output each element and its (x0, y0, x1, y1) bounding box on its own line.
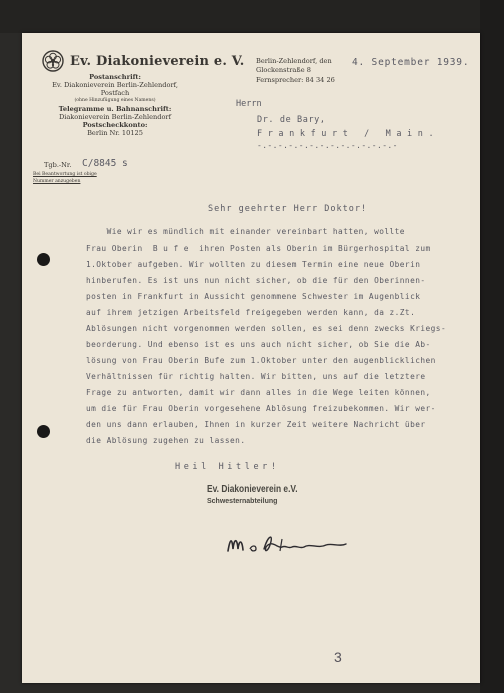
reference-note-2-text: Nummer anzugeben (33, 179, 81, 184)
post-label: Postanschrift: (89, 73, 141, 81)
post-note: (ohne Hinzufügung eines Namens) (74, 98, 156, 103)
body-line: beorderung. Und ebenso ist es uns auch nicht sicher, ob Sie die Ab- (86, 340, 431, 349)
body-line: auf ihrem jetzigen Arbeitsfeld freigegeben werden kann, da z.Zt. (86, 308, 416, 317)
body-line: Ablösungen nicht vorgenommen werden sollen, es sei denn zwecks Kriegs- (86, 324, 447, 333)
body-line: 1.Oktober aufgeben. Wir wollten zu diesem Termin eine neue Oberin (86, 260, 421, 269)
body-line: Frage zu antworten, damit wir dann alles in die Wege leiten können, (86, 388, 431, 397)
postal-block (40, 73, 190, 137)
scan-background-right (480, 0, 504, 693)
page-number: 3 (334, 649, 342, 665)
punch-hole-top (37, 253, 50, 266)
address-line-3: Fernsprecher: 84 34 26 (256, 76, 335, 84)
reference-note-1-text: Bei Beantwortung ist obige (33, 172, 97, 177)
punch-hole-bottom (37, 425, 50, 438)
body-line: Verhältnissen für richtig halten. Wir bitten, uns auf die letztere (86, 372, 426, 381)
letter-salutation: Sehr geehrter Herr Doktor! (208, 204, 368, 214)
stamp-organization: Ev. Diakonieverein e.V. (207, 483, 298, 495)
post-address: Ev. Diakonieverein Berlin-Zehlendorf, Postfach (52, 81, 178, 97)
check-value: Berlin Nr. 10125 (87, 129, 143, 137)
check-label: Postscheckkonto: (82, 121, 148, 129)
body-line: Wie wir es mündlich mit einander vereinbart hatten, wollte (86, 227, 405, 236)
recipient-name: Dr. de Bary, (257, 115, 326, 125)
handwritten-signature (222, 527, 352, 561)
body-line: hinberufen. Es ist uns nun nicht sicher, ob die für den Oberinnen- (86, 276, 426, 285)
reference-note-2 (33, 179, 80, 184)
reference-label: Tgb.-Nr. (44, 161, 72, 169)
telegram-label: Telegramme u. Bahnanschrift: (58, 105, 172, 113)
body-line: um die für Frau Oberin vorgesehene Ablösung freizubekommen. Wir wer- (86, 404, 436, 413)
telegram-value: Diakonieverein Berlin-Zehlendorf (58, 113, 172, 121)
recipient-city: Frankfurt / Main. (257, 129, 440, 139)
letter-closing: Heil Hitler! (175, 462, 280, 472)
address-line-1: Berlin-Zehlendorf, den (256, 57, 332, 65)
body-line: Frau Oberin B u f e ihren Posten als Oberin im Bürgerhospital zum (86, 244, 431, 253)
scan-background-top (0, 0, 504, 33)
rose-emblem-icon (42, 50, 64, 72)
recipient-herrn: Herrn (236, 99, 262, 109)
body-line: die Ablösung zugehen zu lassen. (86, 436, 246, 445)
body-line: den uns dann erlauben, Ihnen in kurzer Zeit weitere Nachricht über (86, 420, 426, 429)
org-name: Ev. Diakonieverein e. V. (70, 54, 245, 69)
body-line: posten in Frankfurt in Aussicht genommene Schwester im Augenblick (86, 292, 421, 301)
recipient-dashes: -.-.-.-.-.-.-.-.-.-.-.-.-.- (257, 141, 398, 150)
reference-number: C/8845 s (82, 158, 128, 169)
letter-date: 4. September 1939. (352, 57, 470, 68)
stamp-department: Schwesternabteilung (207, 498, 278, 505)
reference-note-1 (33, 172, 97, 177)
address-line-2: Glockenstraße 8 (256, 66, 311, 74)
body-line: lösung von Frau Oberin Bufe zum 1.Oktober unter den augenblicklichen (86, 356, 436, 365)
letter-sheet (22, 33, 480, 683)
